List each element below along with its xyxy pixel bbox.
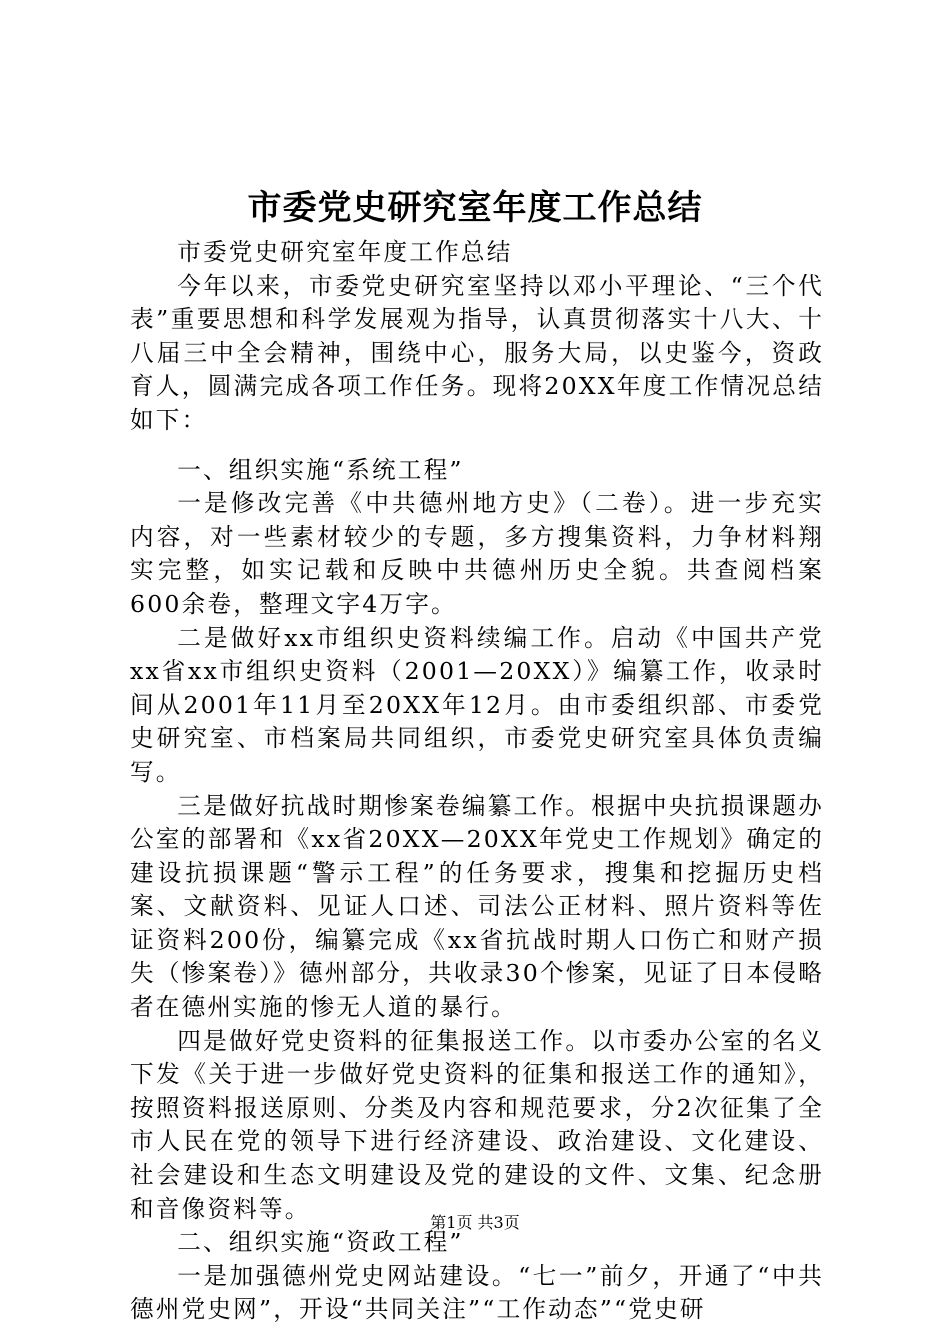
intro-paragraph: 今年以来，市委党史研究室坚持以邓小平理论、“三个代表”重要思想和科学发展观为指导，认真贯彻落实十八大、十八届三中全会精神，围绕中心，服务大局，以史鉴今，资政育人，圆满完成各项工作任务。现将20XX年度工作情况总结如下： xyxy=(130,271,824,434)
section-heading-1: 一、组织实施“系统工程” xyxy=(177,455,464,484)
body-paragraph: 二是做好xx市组织史资料续编工作。启动《中国共产党xx省xx市组织史资料（2001—20XX）》编纂工作，收录时间从2001年11月至20XX年12月。由市委组织部、市委党史研究室、市档案局共同组织，市委党史研究室具体负责编写。 xyxy=(130,623,824,786)
document-title: 市委党史研究室年度工作总结 xyxy=(247,188,703,228)
body-paragraph: 三是做好抗战时期惨案卷编纂工作。根据中央抗损课题办公室的部署和《xx省20XX—20XX年党史工作规划》确定的建设抗损课题“警示工程”的任务要求，搜集和挖掘历史档案、文献资料、见证人口述、司法公正材料、照片资料等佐证资料200份，编纂完成《xx省抗战时期人口伤亡和财产损失（惨案卷）》德州部分，共收录30个惨案，见证了日本侵略者在德州实施的惨无人道的暴行。 xyxy=(130,791,824,1022)
body-paragraph: 一是修改完善《中共德州地方史》（二卷）。进一步充实内容，对一些素材较少的专题，多方搜集资料，力争材料翔实完整，如实记载和反映中共德州历史全貌。共查阅档案600余卷，整理文字4万字。 xyxy=(130,489,824,618)
section-heading-2: 二、组织实施“资政工程” xyxy=(177,1228,464,1257)
body-paragraph: 一是加强德州党史网站建设。“七一”前夕，开通了“中共德州党史网”，开设“共同关注”“工作动态”“党史研 xyxy=(130,1261,824,1324)
document-body xyxy=(130,236,824,1327)
subtitle-paragraph: 市委党史研究室年度工作总结 xyxy=(177,238,513,266)
page-number: 第1页 共3页 xyxy=(430,1213,520,1232)
body-paragraph: 四是做好党史资料的征集报送工作。以市委办公室的名义下发《关于进一步做好党史资料的征集和报送工作的通知》，按照资料报送原则、分类及内容和规范要求，分2次征集了全市人民在党的领导下进行经济建设、政治建设、文化建设、社会建设和生态文明建设及党的建设的文件、文集、纪念册和音像资料等。 xyxy=(130,1026,824,1223)
